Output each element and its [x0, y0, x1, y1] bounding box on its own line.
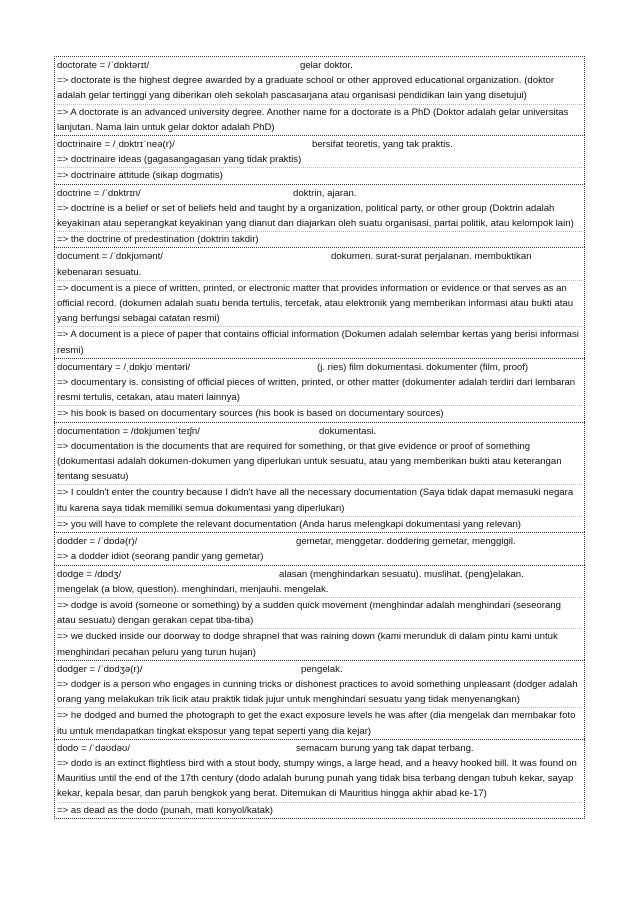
dictionary-entry [54, 565, 585, 660]
entry-example-line: => doctrine is a belief or set of beliefs held and taught by a organization, political party, or other group (Doktrin adalah keyakinan atau seperangkat keyakinan yang dianut dan diajarkan oleh suatu organisasi, partai politik, atau kelompok lain) [57, 201, 582, 232]
entry-example-line: mengelak (a blow, question). menghindari, menjauhi. mengelak. [57, 582, 582, 598]
entry-example-line: => you will have to complete the relevant documentation (Anda harus melengkapi dokumentasi yang relevan) [57, 518, 521, 530]
dictionary-entry [54, 135, 585, 184]
dictionary-entry [54, 660, 585, 739]
entry-headword-pronunciation: dodger = /ˈdɒdʒə(r)/ [57, 663, 143, 675]
entry-example-line: => documentary is. consisting of official pieces of written, printed, or other matter (dokumenter adalah terdiri dari lembaran resmi tertulis, cetakan, atau materi lainnya) [57, 375, 582, 406]
entry-headword-pronunciation: doctorate = /ˈdɒktərɪt/ [57, 60, 150, 71]
entry-meaning: doktrin, ajaran. [293, 187, 357, 199]
entry-headline [57, 249, 582, 264]
entry-headword-pronunciation: dodge = /dɒdʒ/ [57, 568, 122, 580]
entry-example-line: => I couldn't enter the country because I didn't have all the necessary documentation (Saya tidak dapat memasuki negara itu karena saya tidak memiliki semua dokumentasi yang diperlukan) [57, 485, 582, 516]
dictionary-entry [54, 184, 585, 248]
dictionary-entry [54, 56, 585, 135]
entry-meaning: alasan (menghindarkan sesuatu). muslihat. (peng)elakan. [279, 568, 524, 580]
entry-example-line: => the doctrine of predestination (doktrin takdir) [57, 234, 259, 246]
entry-headline [57, 360, 582, 375]
entry-meaning: (j. ries) film dokumentasi. dokumenter (film, proof) [317, 361, 529, 373]
entry-example-line: => dodo is an extinct flightless bird with a stout body, stumpy wings, a large head, and a heavy hooked bill. It was found on Mauritius until the end of the 17th century (dodo adalah burung punah yang tidak bisa terbang dengan tubuh kekar, sayap kekar, kepala besar, dan paruh bengkok yang berat. Ditemukan di Mauritius hingga akhir abad ke-17) [57, 756, 582, 803]
entry-headline [57, 424, 582, 439]
dictionary-entry [54, 422, 585, 532]
entry-headline [57, 567, 582, 582]
entry-meaning: dokumen. surat-surat perjalanan. membuktikan [331, 251, 532, 263]
entry-headline [57, 662, 582, 677]
entry-headline [57, 137, 582, 152]
entry-example-line: => as dead as the dodo (punah, mati konyol/katak) [57, 804, 273, 816]
entry-headline [57, 534, 582, 549]
entry-example-line: => doctorate is the highest degree awarded by a graduate school or other approved educational organization. (doktor adalah gelar tertinggi yang diberikan oleh sekolah pascasarjana atau organisasi pendidikan lain yang disetujui) [57, 73, 582, 104]
entry-meaning: bersifat teoretis, yang tak praktis. [312, 139, 453, 151]
entry-example-line: => we ducked inside our doorway to dodge shrapnel that was raining down (kami merunduk di dalam pintu kami untuk menghindari pecahan peluru yang turun hujan) [57, 631, 558, 658]
entry-example-line: => doctrinaire attitude (sikap dogmatis) [57, 170, 223, 182]
entry-meaning: gelar doktor. [300, 60, 353, 71]
entry-example-line: => his book is based on documentary sources (his book is based on documentary sources) [57, 408, 444, 420]
entry-headword-pronunciation: documentary = /ˌdɒkjʊˈmentəri/ [57, 361, 191, 373]
entry-example-line: => documentation is the documents that are required for something, or that give evidence or proof of something (dokumentasi adalah dokumen-dokumen yang diperlukan untuk sesuatu, atau yang memberikan bukti atau keterangan tentang sesuatu) [57, 439, 582, 486]
entry-meaning: dokumentasi. [319, 425, 377, 437]
entry-headword-pronunciation: documentation = /dɒkjumenˈteɪʃn/ [57, 425, 200, 437]
entry-headword-pronunciation: document = /ˈdɒkjʊmənt/ [57, 251, 163, 263]
dictionary-page [54, 56, 585, 819]
entry-headline [57, 741, 582, 756]
entry-headword-pronunciation: dodder = /ˈdɒdə(r)/ [57, 536, 138, 548]
entry-example-line: => A document is a piece of paper that contains official information (Dokumen adalah selembar kertas yang berisi informasi resmi) [57, 329, 579, 356]
dictionary-entry [54, 358, 585, 422]
entry-example-line: => A doctorate is an advanced university degree. Another name for a doctorate is a PhD (Doktor adalah gelar universitas lanjutan. Nama lain untuk gelar doktor adalah PhD) [57, 106, 569, 133]
entry-example-line: => he dodged and burned the photograph to get the exact exposure levels he was after (dia mengelak dan membakar foto itu untuk mendapatkan tingkat eksposur yang tepat seperti yang dia kejar) [57, 710, 576, 737]
entry-example-line: => dodge is avoid (someone or something) by a sudden quick movement (menghindar adalah menghindari (seseorang atau sesuatu) dengan gerakan cepat tiba-tiba) [57, 598, 582, 629]
dictionary-entry [54, 532, 585, 564]
entry-example-line: => dodger is a person who engages in cunning tricks or dishonest practices to avoid something unpleasant (dodger adalah orang yang melakukan trik licik atau praktik tidak jujur untuk menghindari sesuatu yang tidak menyenangkan) [57, 677, 582, 708]
entry-example-line: => doctrinaire ideas (gagasangagasan yang tidak praktis) [57, 152, 582, 168]
dictionary-entry [54, 247, 585, 357]
entry-headline [57, 186, 582, 201]
entry-example-line: => document is a piece of written, printed, or electronic matter that provides information or evidence or that serves as an official record. (dokumen adalah suatu benda tertulis, tercetak, atau elektronik yang memberikan informasi atau bukti atau yang berfungsi sebagai catatan resmi) [57, 281, 582, 328]
entry-headline [57, 58, 582, 73]
entry-example-line: => a dodder idiot (seorang pandir yang gemetar) [57, 551, 264, 563]
entry-meaning: semacam burung yang tak dapat terbang. [296, 742, 474, 754]
dictionary-entry [54, 739, 585, 819]
entry-example-line: kebenaran sesuatu. [57, 265, 582, 281]
entry-meaning: pengelak. [301, 663, 343, 675]
entry-meaning: gemetar, menggetar. doddering gemetar, menggigil. [296, 536, 516, 548]
entry-headword-pronunciation: doctrinaire = /ˌdɒktrɪˈneə(r)/ [57, 139, 175, 151]
entry-headword-pronunciation: doctrine = /ˈdɒktrɪn/ [57, 187, 141, 199]
entry-headword-pronunciation: dodo = /ˈdəʊdəʊ/ [57, 742, 131, 754]
